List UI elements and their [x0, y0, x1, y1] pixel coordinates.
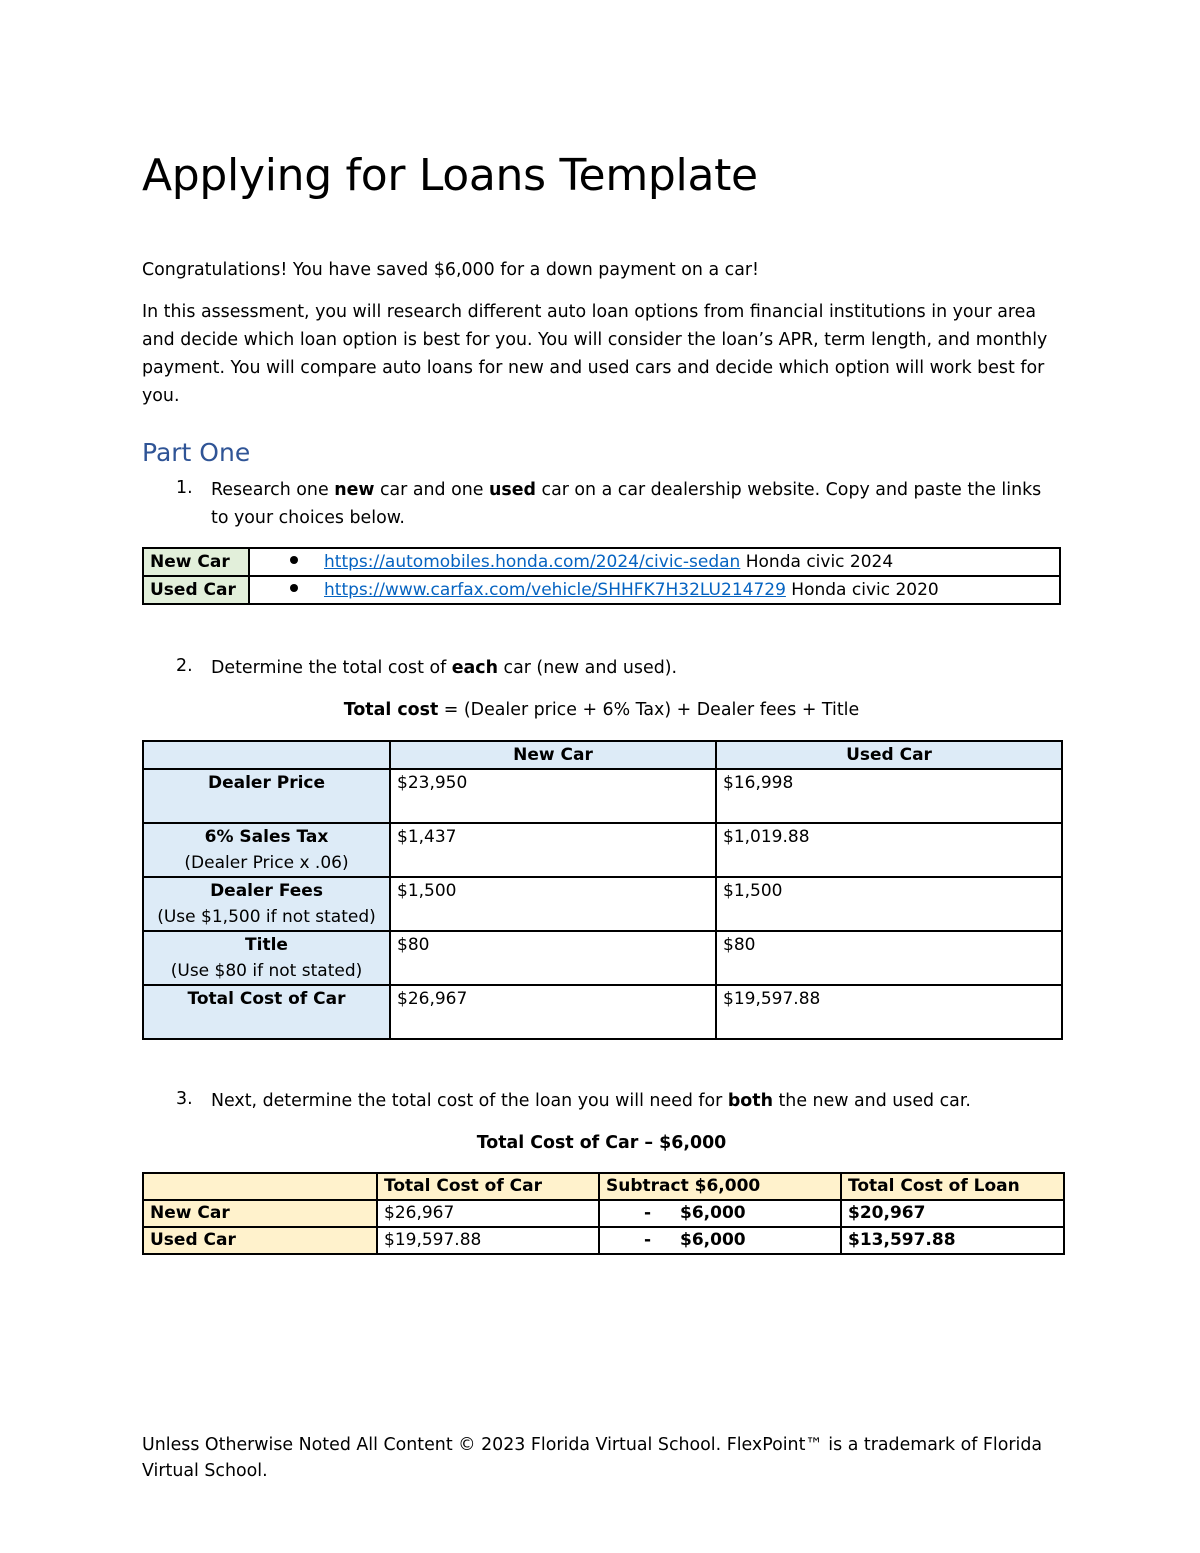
- step-2-number: 2.: [176, 656, 193, 676]
- page-footer: Unless Otherwise Noted All Content © 2023 Florida Virtual School. FlexPoint™ is a trademark of Florida Virtual School.: [142, 1435, 1043, 1481]
- table-header-row: [143, 1173, 1064, 1200]
- table-row: [143, 931, 1062, 985]
- sales-tax-new: $1,437: [390, 823, 716, 877]
- table-row: [143, 877, 1062, 931]
- table-row: [143, 548, 1060, 576]
- row-label-total-cost: [143, 985, 390, 1039]
- new-car-link[interactable]: https://automobiles.honda.com/2024/civic-sedan: [324, 552, 741, 572]
- total-cost-formula: [142, 700, 1061, 720]
- formula-label: Total cost: [343, 700, 439, 720]
- used-car-link[interactable]: https://www.carfax.com/vehicle/SHHFK7H32LU214729: [324, 580, 786, 600]
- loan-new-total: $26,967: [377, 1200, 599, 1227]
- step-1-pre: Research one: [211, 480, 335, 500]
- title-new: $80: [390, 931, 716, 985]
- header-used-car: Used Car: [716, 741, 1062, 769]
- header-blank: [143, 1173, 377, 1200]
- row-label-dealer-fees: [143, 877, 390, 931]
- step-3-pre: Next, determine the total cost of the loan you will need for: [211, 1091, 728, 1111]
- table-row: [143, 769, 1062, 823]
- header-blank: [143, 741, 390, 769]
- loan-new-car-label: New Car: [143, 1200, 377, 1227]
- minus-sign: -: [644, 1203, 652, 1223]
- row-label-dealer-price: [143, 769, 390, 823]
- loan-cost-table: [142, 1172, 1065, 1255]
- bullet-icon: [290, 556, 298, 564]
- header-subtract: Subtract $6,000: [599, 1173, 841, 1200]
- table-row: [143, 576, 1060, 604]
- dealer-fees-new: $1,500: [390, 877, 716, 931]
- row-label-title: [143, 931, 390, 985]
- table-row: [143, 985, 1062, 1039]
- used-car-desc: Honda civic 2020: [785, 580, 939, 600]
- used-car-label: Used Car: [143, 576, 249, 604]
- loan-used-subtract: [599, 1227, 841, 1254]
- step-2-pre: Determine the total cost of: [211, 658, 452, 678]
- loan-new-subtract: [599, 1200, 841, 1227]
- row-label-text: Dealer Fees: [210, 881, 323, 901]
- total-cost-new: $26,967: [390, 985, 716, 1039]
- row-label-text: Title: [245, 935, 288, 955]
- new-car-label: New Car: [143, 548, 249, 576]
- part-one-heading: Part One: [142, 438, 251, 467]
- step-2-text: [211, 654, 1061, 682]
- loan-new-amount: $20,967: [841, 1200, 1064, 1227]
- formula-rest: = (Dealer price + 6% Tax) + Dealer fees + Title: [438, 700, 860, 720]
- row-label-text: Total Cost of Car: [187, 989, 346, 1009]
- step-3-post: the new and used car.: [772, 1091, 971, 1111]
- intro-description: In this assessment, you will research different auto loan options from financial institutions in your area and decide which loan option is best for you. You will consider the loan’s APR, term length, and monthly payment. You will compare auto loans for new and used cars and decide which option will work best for you.: [142, 302, 1048, 406]
- loan-used-car-label: Used Car: [143, 1227, 377, 1254]
- step-3-number: 3.: [176, 1089, 193, 1109]
- step-1-number: 1.: [176, 478, 193, 498]
- step-1-new-word: new: [334, 480, 375, 500]
- header-total-cost-of-loan: Total Cost of Loan: [841, 1173, 1064, 1200]
- car-links-table: [142, 547, 1061, 605]
- table-row: [143, 1200, 1064, 1227]
- step-3-both-word: both: [727, 1091, 773, 1111]
- new-car-link-cell: [249, 548, 1060, 576]
- new-car-desc: Honda civic 2024: [740, 552, 894, 572]
- row-label-note: (Dealer Price x .06): [184, 853, 349, 873]
- title-used: $80: [716, 931, 1062, 985]
- table-row: [143, 823, 1062, 877]
- subtract-amount: $6,000: [680, 1203, 746, 1223]
- bullet-icon: [290, 584, 298, 592]
- step-1-mid: car and one: [374, 480, 489, 500]
- step-1-post: car on a car dealership website. Copy and paste the links to your choices below.: [211, 480, 1042, 528]
- page-title: Applying for Loans Template: [142, 150, 758, 201]
- step-1-used-word: used: [489, 480, 536, 500]
- dealer-price-new: $23,950: [390, 769, 716, 823]
- row-label-text: Dealer Price: [207, 773, 326, 793]
- table-header-row: [143, 741, 1062, 769]
- step-3-text: [211, 1087, 1061, 1115]
- row-label-note: (Use $80 if not stated): [170, 961, 363, 981]
- loan-cost-formula: Total Cost of Car – $6,000: [476, 1133, 727, 1153]
- loan-used-amount: $13,597.88: [841, 1227, 1064, 1254]
- subtract-amount: $6,000: [680, 1230, 746, 1250]
- step-2-post: car (new and used).: [497, 658, 678, 678]
- total-cost-used: $19,597.88: [716, 985, 1062, 1039]
- intro-congrats: Congratulations! You have saved $6,000 for a down payment on a car!: [142, 260, 759, 280]
- minus-sign: -: [644, 1230, 652, 1250]
- step-2-each-word: each: [451, 658, 498, 678]
- step-1-text: [211, 476, 1061, 532]
- table-row: [143, 1227, 1064, 1254]
- sales-tax-used: $1,019.88: [716, 823, 1062, 877]
- row-label-sales-tax: [143, 823, 390, 877]
- row-label-text: 6% Sales Tax: [204, 827, 329, 847]
- dealer-price-used: $16,998: [716, 769, 1062, 823]
- total-cost-table: [142, 740, 1063, 1040]
- header-new-car: New Car: [390, 741, 716, 769]
- header-total-cost-of-car: Total Cost of Car: [377, 1173, 599, 1200]
- dealer-fees-used: $1,500: [716, 877, 1062, 931]
- used-car-link-cell: [249, 576, 1060, 604]
- row-label-note: (Use $1,500 if not stated): [157, 907, 376, 927]
- loan-used-total: $19,597.88: [377, 1227, 599, 1254]
